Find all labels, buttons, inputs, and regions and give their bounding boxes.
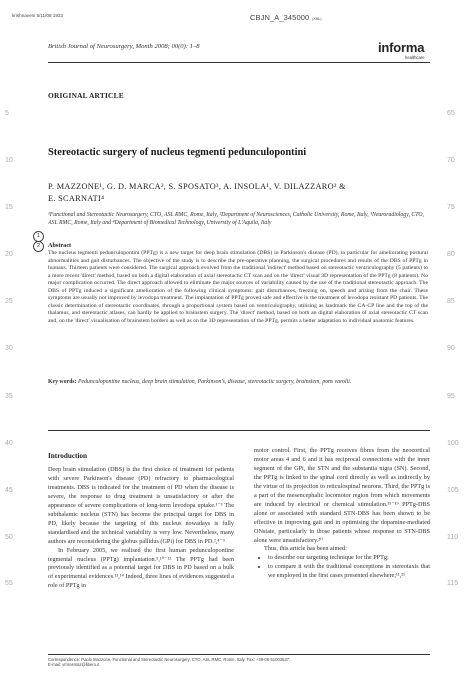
keywords-text: Pedunculopontine nucleus, deep brain stimulation, Parkinson's, disease, stereotactic surgery, brainstem, pons varolii.: [77, 379, 352, 385]
abstract-heading: Abstract: [48, 242, 72, 249]
introduction-heading: Introduction: [48, 452, 88, 460]
article-title: Stereotactic surgery of nucleus tegmenti pedunculopontini: [48, 147, 307, 158]
margin-number-right: 110: [447, 534, 459, 541]
margin-number-right: 85: [447, 298, 455, 305]
body-column-left: [48, 466, 234, 591]
margin-number-right: 115: [447, 580, 459, 587]
margin-number-left: 50: [5, 534, 13, 541]
margin-number-right: 100: [447, 440, 459, 447]
margin-number-right: 95: [447, 393, 455, 400]
margin-number-left: 15: [5, 204, 13, 211]
margin-number-right: 75: [447, 204, 455, 211]
authors-line-2: E. SCARNATI⁴: [48, 193, 105, 203]
abstract-text: The nucleus tegmenti pedunculopontini (PPTg) is a new target for deep brain stimulation (DBS) in Parkinson's disease (PD), in particular for ameliorating postural abnormalities and gait disturbances. The objective of the study is to describe the pre-operative planning, the surgical procedures and results of the DBS of PPTg in humans. Thirteen patients were considered. The surgical approach evolved from the traditional 'indirect' method based on stereotactic ventriculography (5 patients) to a more recent 'direct' method, based on both a digital elaboration of axial stereotactic CT scan and on the 'direct' visual 3D representation of the PPTg (8 patients). No major complication occurred. The direct approach allowed to eliminate the major sources of variability caused by the use of the traditional stereotactic approach. The DBS of PPTg induced a significant amelioration of the following clinical symptoms: gait disturbances, freezing on, speech and arising from the chair. These symptoms are usually not improved by levodopa treatment. The implantation of PPTg proved safe and effective in the treatment of levodopa resistant PD patients. The classic determination of stereotactic coordinates, through a proportional system based on ventriculography, utilising as landmark the CA-CP line and the top of the thalamus, and stereotactic atlases, can hardly be applied to brainstem surgery. The 'direct' method, based on both an digital elaboration of axial stereotactic CT scan and, on the 'direct' visualisation of brainstem borders as well as on the 3D representation of the PPTg, permits a better adaptation to individual anatomic features.: [48, 250, 428, 324]
affiliations: ¹Functional and Stereotactic Neurosurgery, CTO, ASL RMC, Rome, Italy, ²Department of Neurosciences, Catholic University, Rome, Italy, ³Neuroradiology, CTO, ASL RMC, Rome, Italy and ⁴Department of Biomedical Technology, University of L'Aquila, Italy: [48, 212, 424, 227]
margin-number-left: 40: [5, 440, 13, 447]
keywords: [48, 379, 428, 387]
margin-number-left: 20: [5, 251, 13, 258]
margin-number-right: 90: [447, 345, 455, 352]
footer: [48, 657, 448, 667]
format-tag: (XML): [312, 17, 322, 21]
margin-number-right: 105: [447, 487, 459, 494]
footer-rule: [48, 654, 430, 655]
margin-number-left: 30: [5, 345, 13, 352]
margin-number-left: 10: [5, 157, 13, 164]
margin-number-right: 80: [447, 251, 455, 258]
journal-citation: British Journal of Neurosurgery, Month 2008; 00(0): 1–8: [48, 43, 200, 50]
proof-header-left: krishnaveni 5/11/08 1933: [12, 13, 63, 18]
margin-number-left: 45: [5, 487, 13, 494]
proof-header-right: [250, 13, 322, 22]
aims-list: [254, 554, 430, 581]
intro-paragraph-4: Thus, this article has been aimed:: [264, 545, 347, 553]
marker-2: 2: [33, 241, 44, 252]
article-type: ORIGINAL ARTICLE: [48, 91, 124, 100]
margin-number-left: 5: [5, 110, 9, 117]
intro-paragraph-2: In February 2005, we realised the first human pedunculopontine tegmental nucleus (PPTg) implantation.⁵,¹⁰⁻¹² The PPTg had been previously identified as a potential target for DBS in PD based on a bulk of experimental evidences.¹³,¹⁴ Indeed, three lines of evidences suggested a role of PPTg in: [48, 546, 234, 590]
marker-1: 1: [33, 231, 44, 242]
list-item: • to compare it with the traditional conceptions in stereotaxis that we employed in the first cases presented elsewhere;¹¹,²¹: [268, 563, 430, 581]
margin-number-left: 35: [5, 393, 13, 400]
intro-paragraph-1: Deep brain stimulation (DBS) is the first choice of treatment for patients with severe Parkinson's disease (PD) refractory to pharmacological treatments. DBS is indicated for the treatment of PD when the disease is severe, the response to drug treatment is unsatisfactory or after the appearance of severe complications of long-term levodopa uptake.¹⁻³ The subthalamic nucleus (STN) has become the principal target for DBS in PD, likely because the targeting of this nucleus nowadays is fully standardised and the technical variability is very low. Nevertheless, many authors are reconsidering the globus pallidus (GPi) for DBS in PD.²,⁴⁻⁹: [48, 466, 234, 545]
author-list: [48, 181, 428, 204]
intro-paragraph-3: motor control. First, the PPTg receives fibres from the neocortical motor areas 4 and 6 and it has reciprocal connections with the inner segment of the GPi, the STN and the substantia nigra (SN). Second, the PPTg is linked to the spinal cord directly as well as indirectly by the virtue of its projection to reticulospinal neurons. Third, the PPTg is a part of the mesencephalic locomotor region from which movements are induced by electrical or chemical stimulation.¹⁵⁻¹⁹ PPTg-DBS alone or associated with standard STN-DBS has been shown to be effective in improving gait and in optimising the dopamine-mediated ONstate, particularly in those patients whose response to STN-DBS alone were unsatisfactory.²⁰: [254, 447, 430, 544]
margin-number-right: 65: [447, 110, 455, 117]
margin-number-left: 25: [5, 298, 13, 305]
manuscript-code: CBJN_A_345000: [250, 13, 310, 22]
publisher-subtitle: healthcare: [405, 55, 425, 60]
correspondence-email: E-mail: vmrosmaz@libero.it: [48, 662, 100, 668]
margin-number-right: 70: [447, 157, 455, 164]
body-column-right: [254, 447, 430, 581]
header-rule: [48, 62, 430, 63]
keywords-label: Key words:: [48, 379, 77, 385]
margin-number-left: 55: [5, 580, 13, 587]
publisher-logo: informa: [378, 40, 425, 55]
list-item: • to describe our targeting technique for the PPTg;: [268, 554, 430, 563]
correspondence: Correspondence: Paolo Mazzone, Functional and Stereotactic Neurosurgery, CTO, ASL RMC, Rome, Italy. Fax: +39-06-51003537.: [48, 657, 291, 662]
authors-line-1: P. MAZZONE¹, G. D. MARCA², S. SPOSATO³, A. INSOLA¹, V. DILAZZARO² &: [48, 182, 346, 191]
keywords-rule: [48, 430, 430, 431]
